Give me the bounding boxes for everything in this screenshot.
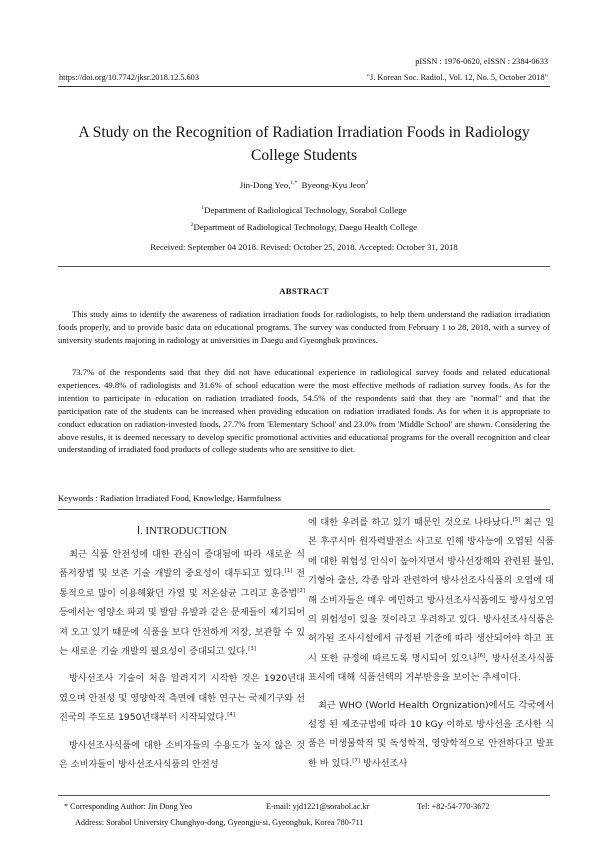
intro-paragraph-2 — [59, 669, 305, 727]
intro-paragraph-3: 방사선조사식품에 대한 소비자들의 수용도가 높지 않은 것은 소비자들이 방사선조사식품의 안전성 — [59, 739, 305, 771]
received-dates: Received: September 04 2018. Revised: October 25, 2018. Accepted: October 31, 2018 — [150, 242, 458, 252]
citation-ref[interactable]: [2] — [297, 587, 305, 594]
doi-link[interactable]: https://doi.org/10.7742/jksr.2018.12.5.603 — [59, 73, 199, 82]
abstract-heading: ABSTRACT — [279, 286, 329, 296]
footnote-rule — [58, 795, 550, 796]
body-column-left — [59, 513, 305, 774]
author-line — [58, 180, 550, 190]
intro-r1-text-b: 최근 일본 후쿠시마 원자력발전소 사고로 인해 방사능에 오염된 식품에 대한 위험성 인식이 높아지면서 방사선장해와 관련된 불임, 기형아 출산, 각종 암과 관련하여 방사선조사식품의 오염에 대해 소비자들은 매우 예민하고 방사선조사식품에도 방사성오염의 위험성이 있을 것이라고 우려하고 있다. 방사선조사식품은 허가된 조사시설에서 규정된 기준에 따라 생산되어야 하고 표시 또한 규정에 따르도록 명시되어 있으나 — [308, 517, 554, 664]
affiliation-2 — [58, 222, 550, 232]
citation-ref[interactable]: [6] — [477, 652, 486, 659]
author-address: Address: Sorabol University Chunghyo-dong, Gyeongju-si, Gyeongbuk, Korea 780-711 — [75, 818, 364, 827]
intro-p1-text: 최근 식품 안전성에 대한 관심이 증대됨에 따라 새로운 식품저장법 및 보존 기술 개발의 중요성이 대두되고 있다. — [59, 549, 305, 580]
intro-p2-text: 방사선조사 기술이 처음 알려지기 시작한 것은 1920년대였으며 안전성 및 영양학적 측면에 대한 연구는 국제기구와 선진국의 주도로 1950년대부터 시작되었다. — [59, 673, 305, 724]
keywords: Keywords : Radiation Irradiated Food, Knowledge, Harmfulness — [58, 493, 281, 503]
intro-p1-text-c: 등에서는 영양소 파괴 및 발암 유발과 같은 문제들이 제기되어져 오고 있기 때문에 식품을 보다 안전하게 저장, 보관할 수 있는 새로운 기술 개발의 필요성이 증대되고 있다. — [59, 607, 305, 658]
keywords-rule — [58, 509, 550, 510]
header-rule — [58, 86, 550, 87]
affiliation-1-sup: 1 — [201, 205, 205, 211]
section-heading-introduction: Ⅰ. INTRODUCTION — [136, 525, 228, 537]
intro-paragraph-3-cont — [308, 513, 554, 688]
affiliation-1 — [58, 205, 550, 215]
issn-line: pISSN : 1976-0620, eISSN : 2384-0633 — [415, 57, 548, 66]
paper-title: A Study on the Recognition of Radiation Irradiation Foods in Radiology College Students — [78, 124, 530, 164]
citation-ref[interactable]: [4] — [227, 712, 235, 719]
intro-r1-text: 에 대한 우려를 하고 있기 때문인 것으로 나타났다. — [308, 517, 513, 528]
journal-citation: "J. Korean Soc. Radiol., Vol. 12, No. 5, October 2018" — [366, 73, 548, 82]
citation-ref[interactable]: [1] — [284, 568, 293, 575]
intro-paragraph-4 — [308, 696, 554, 774]
citation-ref[interactable]: [7] — [352, 757, 361, 764]
corresponding-author: * Corresponding Author: Jin Dong Yeo — [64, 802, 193, 811]
intro-r2-text-b: 방사선조사 — [360, 757, 408, 769]
abstract-paragraph-1: This study aims to identify the awareness of radiation irradiation foods for radiologists, to help them understand the radiation irradiation foods properly, and to provide basic data on educational programs. The survey was conducted from February 1 to 28, 2018, with a survey of university students majoring in radiology at universities in Daegu and Gyeongbuk provinces. — [58, 309, 550, 345]
intro-r1-text-c: , 방사선조사식품 표시에 대해 식품선택의 거부반응을 보이는 추세이다. — [308, 652, 554, 684]
affiliation-2-sup: 2 — [190, 222, 194, 228]
author-2-sup: 2 — [365, 180, 369, 186]
affiliation-1-text: Department of Radiological Technology, Sorabol College — [204, 205, 407, 215]
affiliation-2-text: Department of Radiological Technology, Daegu Health College — [193, 222, 418, 232]
author-phone: Tel: +82-54-770-3672 — [417, 802, 490, 811]
citation-ref[interactable]: [3] — [248, 646, 256, 653]
citation-ref[interactable]: [5] — [512, 517, 521, 523]
intro-r2-text: 최근 WHO (World Health Orgnization)에서도 각국에서 설정 된 제조규범에 따라 10 kGy 이하로 방사선을 조사한 식품은 미생물학적 및 독성학적, 영양학적으로 안전하다고 발표한 바 있다. — [308, 699, 554, 769]
abstract-top-rule — [58, 266, 550, 267]
author-email[interactable]: E-mail: yjd1221@sorabol.ac.kr — [266, 802, 370, 811]
abstract-paragraph-2: 73.7% of the respondents said that they did not have educational experience in radiological survey foods and related educational experiences. 49.8% of radiologists and 31.6% of school education were the most effective methods of radiation survey foods. As for the intention to participate in education on radiation irradiated foods, 54.5% of the respondents said that they are "normal" and that the participation rate of the students can be increased when providing education on radiation irradiated foods. As for when it is appropriate to conduct education on radiation-invested foods, 27.7% from 'Elementary School' and 23.0% from 'Middle School' are shown. Considering the above results, it is deemed necessary to develop specific promotional activities and educational programs for the overall recognition and clear understanding of irradiated food products of college students who are sensitive to diet. — [58, 367, 550, 455]
intro-paragraph-1 — [59, 545, 305, 661]
body-column-right — [308, 513, 554, 773]
intro-p1-text-b: 전통적으로 많이 이용해왔던 가열 및 저온살균 그리고 훈증법 — [59, 568, 306, 599]
author-1-sup: 1,* — [290, 180, 298, 186]
author-1-name: Jin-Dong Yeo, — [239, 180, 291, 190]
author-2-name: Byeong-Kyu Jeon — [301, 180, 366, 190]
